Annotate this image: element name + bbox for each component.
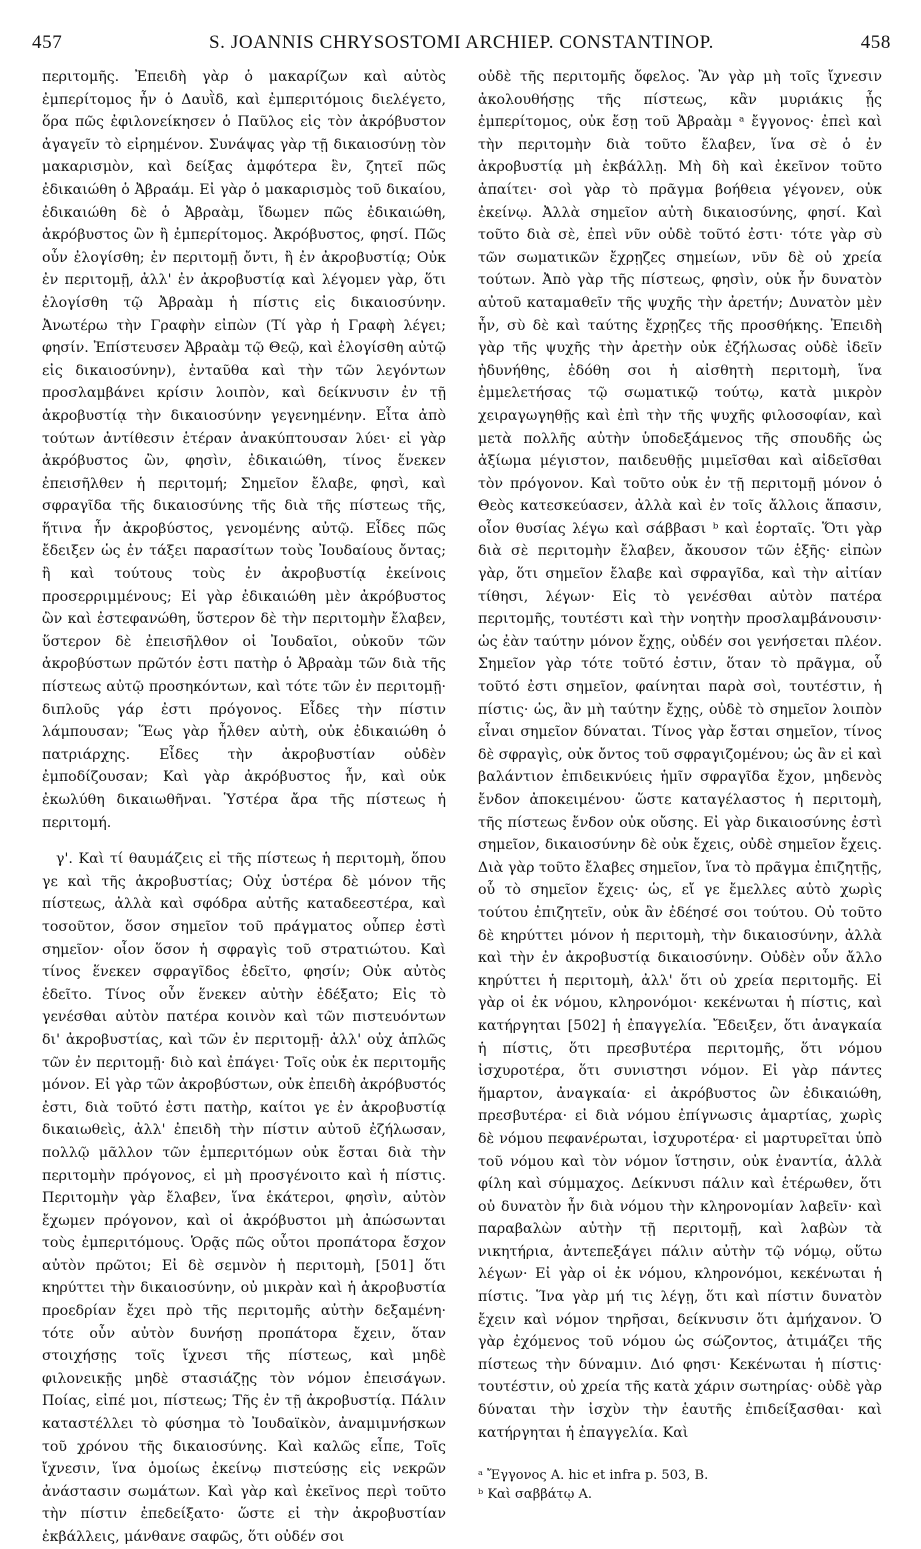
footnote: ᵇ Καὶ σαββάτῳ A. — [478, 1487, 592, 1502]
right-column — [478, 66, 882, 1444]
paragraph: γ'. Καὶ τί θαυμάζεις εἰ τῆς πίστεως ἡ περιτομὴ, ὅπου γε καὶ τῆς ἀκροβυστίας; Οὐχ ὑστέρα δὲ μόνον τῆς πίστεως, ἀλλὰ καὶ σφόδρα αὐτῆς καταδεεστέρα, καὶ τοσοῦτον, ὅσον σημεῖον τοῦ πράγματος οὗπερ ἐστὶ σημεῖον· οἷον ὅσον ἡ σφραγὶς τοῦ στρατιώτου. Καὶ τίνος ἕνεκεν σφραγῖδος ἐδεῖτο, φησίν; Οὐκ αὐτὸς ἐδεῖτο. Τίνος οὖν ἕνεκεν αὐτὴν ἐδέξατο; Εἰς τὸ γενέσθαι αὐτὸν πατέρα κοινὸν καὶ τῶν πιστευόντων δι' ἀκροβυστίας, καὶ τῶν ἐν περιτομῇ· ἀλλ' οὐχ ἁπλῶς τῶν ἐν περιτομῇ· διὸ καὶ ἐπάγει· Τοῖς οὐκ ἐκ περιτομῆς μόνον. Εἰ γὰρ τῶν ἀκροβύστων, οὐκ ἐπειδὴ ἀκρόβυστός ἐστι, διὰ τοῦτό ἐστι πατὴρ, καίτοι γε ἐν ἀκροβυστίᾳ δικαιωθεὶς, ἀλλ' ἐπειδὴ τὴν πίστιν αὐτοῦ ἐζήλωσαν, πολλῷ μᾶλλον τῶν ἐμπεριτόμων οὐκ ἔσται διὰ τὴν περιτομὴν πρόγονος, εἰ μὴ προσγένοιτο καὶ ἡ πίστις. Περιτομὴν γὰρ ἔλαβεν, ἵνα ἑκάτεροι, φησὶν, αὐτὸν ἔχωμεν πρόγονον, καὶ οἱ ἀκρόβυστοι μὴ ἀπώσωνται τοὺς ἐμπεριτόμους. Ὁρᾷς πῶς οὗτοι προπάτορα ἔσχον αὐτὸν πρῶτοι; Εἰ δὲ σεμνὸν ἡ περιτομὴ, [501] ὅτι κηρύττει τὴν δικαιοσύνην, οὐ μικρὰν καὶ ἡ ἀκροβυστία προεδρίαν ἔχει πρὸ τῆς περιτομῆς αὐτὴν δεξαμένη· τότε οὖν αὐτὸν δυνήσῃ προπάτορα ἔχειν, ὅταν στοιχήσῃς τοῖς ἴχνεσι τῆς πίστεως, καὶ μηδὲ φιλονεικῇς μηδὲ στασιάζῃς τὸν νόμον ἐπεισάγων. Ποίας, εἰπέ μοι, πίστεως; Τῆς ἐν τῇ ἀκροβυστίᾳ. Πάλιν καταστέλλει τὸ φύσημα τὸ Ἰουδαϊκὸν, ἀναμιμνήσκων τοῦ χρόνου τῆς δικαιοσύνης. Καὶ καλῶς εἶπε, Τοῖς ἴχνεσιν, ἵνα ὁμοίως ἐκείνῳ πιστεύσῃς εἰς νεκρῶν ἀνάστασιν σωμάτων. Καὶ γὰρ καὶ ἐκεῖνος περὶ τοῦτο τὴν πίστιν ἐπεδείξατο· ὥστε εἰ τὴν ἀκροβυστίαν ἐκβάλλεις, μάνθανε σαφῶς, ὅτι οὐδέν σοι — [42, 851, 446, 1545]
paragraph: οὐδὲ τῆς περιτομῆς ὄφελος. Ἂν γὰρ μὴ τοῖς ἴχνεσιν ἀκολουθήσῃς τῆς πίστεως, κἂν μυριάκις ᾖς ἐμπερίτομος, οὐκ ἔσῃ τοῦ Ἀβραὰμ ᵃ ἔγγονος· ἐπεὶ καὶ τὴν περιτομὴν διὰ τοῦτο ἔλαβεν, ἵνα σὲ ὁ ἐν ἀκροβυστίᾳ μὴ ἐκβάλλῃ. Μὴ δὴ καὶ ἐκεῖνον τοῦτο ἀπαίτει· σοὶ γὰρ τὸ πρᾶγμα βοήθεια γέγονεν, οὐκ ἐκείνῳ. Ἀλλὰ σημεῖον αὐτὴ δικαιοσύνης, φησί. Καὶ τοῦτο διὰ σὲ, ἐπεὶ νῦν οὐδὲ τοῦτό ἐστι· τότε γὰρ σὺ τῶν σωματικῶν ἔχρῃζες σημείων, νῦν δὲ οὐ χρεία τούτων. Ἀπὸ γὰρ τῆς πίστεως, φησὶν, οὐκ ἦν δυνατὸν αὐτοῦ καταμαθεῖν τῆς ψυχῆς τὴν ἀρετήν; Δυνατὸν μὲν ἦν, σὺ δὲ καὶ ταύτης ἔχρῃζες τῆς προσθήκης. Ἐπειδὴ γὰρ τῆς ψυχῆς τὴν ἀρετὴν οὐκ ἐζήλωσας οὐδὲ ἰδεῖν ἠδυνήθης, ἐδόθη σοι ἡ αἰσθητὴ περιτομὴ, ἵνα ἐμμελετήσας τῷ σωματικῷ τούτῳ, κατὰ μικρὸν χειραγωγηθῇς καὶ ἐπὶ τὴν τῆς ψυχῆς φιλοσοφίαν, καὶ μετὰ πολλῆς αὐτὴν ὑποδεξάμενος τῆς σπουδῆς ὡς ἀξίωμα μέγιστον, παιδευθῇς μιμεῖσθαι καὶ αἰδεῖσθαι τὸν πρόγονον. Καὶ τοῦτο οὐκ ἐν τῇ περιτομῇ μόνον ὁ Θεὸς κατεσκεύασεν, ἀλλὰ καὶ ἐν τοῖς ἄλλοις ἅπασιν, οἷον θυσίας λέγω καὶ σάββασι ᵇ καὶ ἑορταῖς. Ὅτι γὰρ διὰ σὲ περιτομὴν ἔλαβεν, ἄκουσον τῶν ἑξῆς· εἰπὼν γὰρ, ὅτι σημεῖον ἔλαβε καὶ σφραγῖδα, καὶ τὴν αἰτίαν τίθησι, λέγων· Εἰς τὸ γενέσθαι αὐτὸν πατέρα περιτομῆς, τουτέστι καὶ τὴν νοητὴν προσλαμβάνουσιν· ὡς ἐὰν ταύτην μόνον ἔχῃς, οὐδέν σοι γενήσεται πλέον. Σημεῖον γὰρ τότε τοῦτό ἐστιν, ὅταν τὸ πρᾶγμα, οὗ τοῦτό ἐστι σημεῖον, φαίνηται παρὰ σοὶ, τουτέστιν, ἡ πίστις· ὡς, ἂν μὴ ταύτην ἔχῃς, οὐδὲ τὸ σημεῖον λοιπὸν εἶναι σημεῖον δύναται. Τίνος γὰρ ἔσται σημεῖον, τίνος δὲ σφραγὶς, οὐκ ὄντος τοῦ σφραγιζομένου; ὡς ἂν εἰ καὶ βαλάντιον ἐπιδεικνύεις ἡμῖν σφραγῖδα ἔχον, μηδενὸς ἔνδον ἀποκειμένου· ὥστε καταγέλαστος ἡ περιτομὴ, τῆς πίστεως ἔνδον οὐκ οὔσης. Εἰ γὰρ δικαιοσύνης ἐστὶ σημεῖον, δικαιοσύνην δὲ οὐκ ἔχεις, οὐδὲ σημεῖον ἔχεις. Διὰ γὰρ τοῦτο ἔλαβες σημεῖον, ἵνα τὸ πρᾶγμα ἐπιζητῇς, οὗ τὸ σημεῖον ἔχεις· ὡς, εἴ γε ἔμελλες αὐτὸ χωρὶς τούτου ἐπιζητεῖν, οὐκ ἂν ἐδέησέ σοι τούτου. Οὐ τοῦτο δὲ κηρύττει μόνον ἡ περιτομὴ, τὴν δικαιοσύνην, ἀλλὰ καὶ τὴν ἐν ἀκροβυστίᾳ δικαιοσύνην. Οὐδὲν οὖν ἄλλο κηρύττει ἡ περιτομὴ, ἀλλ' ὅτι οὐ χρεία περιτομῆς. Εἰ γὰρ οἱ ἐκ νόμου, κληρονόμοι· κεκένωται ἡ πίστις, καὶ κατήργηται [502] ἡ ἐπαγγελία. Ἔδειξεν, ὅτι ἀναγκαία ἡ πίστις, ὅτι πρεσβυτέρα περιτομῆς, ὅτι νόμου ἰσχυροτέρα, ὅτι συνιστησι νόμον. Εἰ γὰρ πάντες ἥμαρτον, ἀναγκαία· εἰ ἀκρόβυστος ὢν ἐδικαιώθη, πρεσβυτέρα· εἰ διὰ νόμου ἐπίγνωσις ἁμαρτίας, χωρὶς δὲ νόμου πεφανέρωται, ἰσχυροτέρα· εἰ μαρτυρεῖται ὑπὸ τοῦ νόμου καὶ τὸν νόμον ἵστησιν, οὐκ ἐναντία, ἀλλὰ φίλη καὶ σύμμαχος. Δείκνυσι πάλιν καὶ ἑτέρωθεν, ὅτι οὐ δυνατὸν ἦν διὰ νόμου τὴν κληρονομίαν λαβεῖν· καὶ παραβαλὼν αὐτὴν τῇ περιτομῇ, καὶ λαβὼν τὰ νικητήρια, ἀντεπεξάγει πάλιν αὐτὴν τῷ νόμῳ, οὕτω λέγων· Εἰ γὰρ οἱ ἐκ νόμου, κληρονόμοι, κεκένωται ἡ πίστις. Ἵνα γὰρ μή τις λέγῃ, ὅτι καὶ πίστιν δυνατὸν ἔχειν καὶ νόμον τηρῆσαι, δείκνυσιν ὅτι ἀμήχανον. Ὁ γὰρ ἐχόμενος τοῦ νόμου ὡς σώζοντος, ἀτιμάζει τῆς πίστεως τὴν δύναμιν. Διό φησι· Κεκένωται ἡ πίστις· τουτέστιν, οὐ χρεία τῆς κατὰ χάριν σωτηρίας· οὐδὲ γὰρ δύναται τὴν ἰσχὺν τὴν ἑαυτῆς ἐπιδείξασθαι· καὶ κατήργηται ἡ ἐπαγγελία. Καὶ — [478, 69, 882, 1441]
footnote: ᵃ Ἔγγονος A. hic et infra p. 503, B. — [478, 1468, 709, 1483]
running-header — [32, 32, 891, 58]
footnotes — [478, 1466, 882, 1504]
page-number-right: 458 — [860, 32, 891, 53]
page-number-left: 457 — [32, 32, 63, 53]
paragraph: περιτομῆς. Ἐπειδὴ γὰρ ὁ μακαρίζων καὶ αὐτὸς ἐμπερίτομος ἦν ὁ Δαυῒδ, καὶ ἐμπεριτόμοις διελέγετο, ὅρα πῶς ἐφιλονείκησεν ὁ Παῦλος εἰς τὸν ἀκρόβυστον ἀγαγεῖν τὸ εἰρημένον. Συνάψας γὰρ τῇ δικαιοσύνῃ τὸν μακαρισμὸν, καὶ δείξας ἀμφότερα ἓν, ζητεῖ πῶς ἐδικαιώθη ὁ Ἀβραάμ. Εἰ γὰρ ὁ μακαρισμὸς τοῦ δικαίου, ἐδικαιώθη δὲ ὁ Ἀβραὰμ, ἴδωμεν πῶς ἐδικαιώθη, ἀκρόβυστος ὢν ἢ ἐμπερίτομος. Ἀκρόβυστος, φησί. Πῶς οὖν ἐλογίσθη; ἐν περιτομῇ ὄντι, ἢ ἐν ἀκροβυστίᾳ; Οὐκ ἐν περιτομῇ, ἀλλ' ἐν ἀκροβυστίᾳ καὶ λέγομεν γὰρ, ὅτι ἐλογίσθη τῷ Ἀβραὰμ ἡ πίστις εἰς δικαιοσύνην. Ἀνωτέρω τὴν Γραφὴν εἰπὼν (Τί γὰρ ἡ Γραφὴ λέγει; φησίν. Ἐπίστευσεν Ἀβραὰμ τῷ Θεῷ, καὶ ἐλογίσθη αὐτῷ εἰς δικαιοσύνην), ἐνταῦθα καὶ τὴν τῶν λεγόντων προσλαμβάνει κρίσιν λοιπὸν, καὶ δείκνυσιν ἐν τῇ ἀκροβυστίᾳ τὴν δικαιοσύνην γεγενημένην. Εἶτα ἀπὸ τούτων ἀντίθεσιν ἑτέραν ἀνακύπτουσαν λύει· εἰ γὰρ ἀκρόβυστος ὢν, φησὶν, ἐδικαιώθη, τίνος ἕνεκεν ἐπεισῆλθεν ἡ περιτομή; Σημεῖον ἔλαβε, φησὶ, καὶ σφραγῖδα τῆς δικαιοσύνης τῆς διὰ τῆς πίστεως τῆς, ἥτινα ἦν ἀκροβύστος, γενομένης αὐτῷ. Εἶδες πῶς ἔδειξεν ὡς ἐν τάξει παρασίτων τοὺς Ἰουδαίους ὄντας; ἢ καὶ τούτους τοὺς ἐν ἀκροβυστίᾳ ἐκείνοις προσερριμμένους; Εἰ γὰρ ἐδικαιώθη μὲν ἀκρόβυστος ὢν καὶ ἐστεφανώθη, ὕστερον δὲ τὴν περιτομὴν ἔλαβεν, ὕστερον δὲ ἐπεισῆλθον οἱ Ἰουδαῖοι, οὐκοῦν τῶν ἀκροβύστων πρῶτόν ἐστι πατὴρ ὁ Ἀβραὰμ τῶν διὰ τῆς πίστεως αὐτῷ προσηκόντων, καὶ τότε τῶν ἐν περιτομῇ· διπλοῦς γάρ ἐστι πρόγονος. Εἶδες τὴν πίστιν λάμπουσαν; Ἕως γὰρ ἦλθεν αὐτὴ, οὐκ ἐδικαιώθη ὁ πατριάρχης. Εἶδες τὴν ἀκροβυστίαν οὐδὲν ἐμποδίζουσαν; Καὶ γὰρ ἀκρόβυστος ἦν, καὶ οὐκ ἐκωλύθη δικαιωθῆναι. Ὑστέρα ἄρα τῆς πίστεως ἡ περιτομή. — [42, 69, 446, 831]
left-column — [42, 66, 446, 1549]
running-title: S. JOANNIS CHRYSOSTOMI ARCHIEP. CONSTANTINOP. — [209, 32, 714, 53]
